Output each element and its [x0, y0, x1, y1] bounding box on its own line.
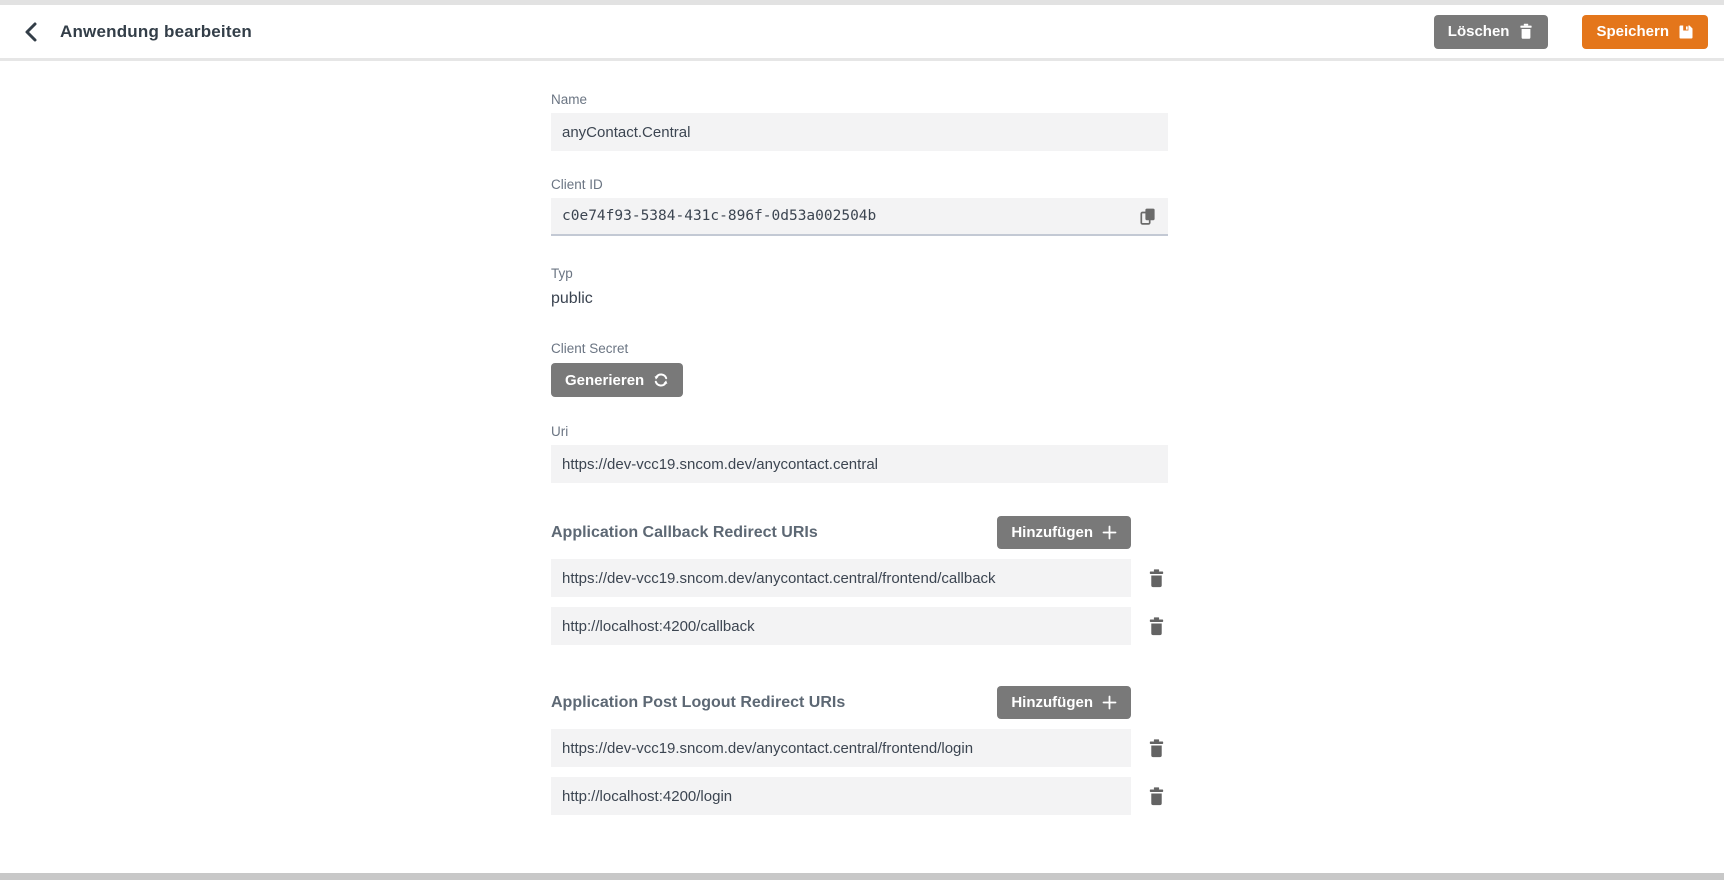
uri-field-group — [551, 424, 1168, 483]
client-secret-label: Client Secret — [551, 341, 629, 356]
delete-button-label: Löschen — [1447, 23, 1510, 40]
trash-icon — [1147, 616, 1166, 637]
client-id-label: Client ID — [551, 177, 603, 192]
callback-uri-input-1[interactable] — [551, 559, 1131, 597]
typ-value: public — [551, 290, 593, 307]
name-field-group — [551, 92, 1168, 151]
client-id-input[interactable] — [551, 198, 1168, 236]
typ-label: Typ — [551, 266, 573, 281]
callback-uri-row — [551, 559, 1168, 597]
delete-callback-uri-button-2[interactable] — [1144, 614, 1168, 638]
logout-uris-title: Application Post Logout Redirect URIs — [551, 693, 846, 711]
callback-uri-input-2[interactable] — [551, 607, 1131, 645]
add-logout-label: Hinzufügen — [1011, 694, 1093, 711]
plus-icon — [1102, 695, 1117, 710]
logout-uri-input-1[interactable] — [551, 729, 1131, 767]
page-title: Anwendung bearbeiten — [60, 21, 252, 41]
trash-icon — [1147, 738, 1166, 759]
delete-logout-uri-button-2[interactable] — [1144, 784, 1168, 808]
name-input[interactable] — [551, 113, 1168, 151]
plus-icon — [1102, 525, 1117, 540]
logout-uri-row — [551, 729, 1168, 767]
trash-icon — [1518, 23, 1534, 40]
logout-uri-row — [551, 777, 1168, 815]
trash-icon — [1147, 568, 1166, 589]
horizontal-scrollbar[interactable] — [0, 873, 1724, 880]
delete-callback-uri-button-1[interactable] — [1144, 566, 1168, 590]
name-label: Name — [551, 92, 588, 107]
typ-field-group — [551, 266, 1168, 308]
delete-logout-uri-button-1[interactable] — [1144, 736, 1168, 760]
client-secret-field-group — [551, 341, 1168, 397]
add-callback-uri-button[interactable] — [997, 516, 1131, 549]
callback-uris-header — [551, 516, 1131, 549]
client-id-field-group — [551, 177, 1168, 236]
save-button-label: Speichern — [1596, 23, 1669, 40]
add-callback-label: Hinzufügen — [1011, 524, 1093, 541]
header — [0, 5, 1724, 61]
logout-uris-header — [551, 686, 1131, 719]
refresh-icon — [653, 372, 669, 388]
delete-button[interactable] — [1434, 15, 1549, 49]
logout-uri-input-2[interactable] — [551, 777, 1131, 815]
generate-button-label: Generieren — [565, 371, 645, 389]
back-button[interactable] — [16, 16, 48, 48]
trash-icon — [1147, 786, 1166, 807]
chevron-left-icon — [23, 21, 41, 43]
save-button[interactable] — [1582, 15, 1708, 49]
logout-uris-section — [551, 686, 1168, 815]
callback-uris-title: Application Callback Redirect URIs — [551, 523, 818, 541]
uri-label: Uri — [551, 424, 569, 439]
edit-application-form — [551, 61, 1168, 815]
copy-client-id-button[interactable] — [1135, 204, 1161, 230]
callback-uris-section — [551, 516, 1168, 645]
floppy-disk-icon — [1678, 24, 1694, 40]
generate-secret-button[interactable] — [551, 363, 683, 397]
copy-icon — [1138, 206, 1158, 228]
add-logout-uri-button[interactable] — [997, 686, 1131, 719]
callback-uri-row — [551, 607, 1168, 645]
client-id-input-wrap — [551, 198, 1168, 236]
uri-input[interactable] — [551, 445, 1168, 483]
